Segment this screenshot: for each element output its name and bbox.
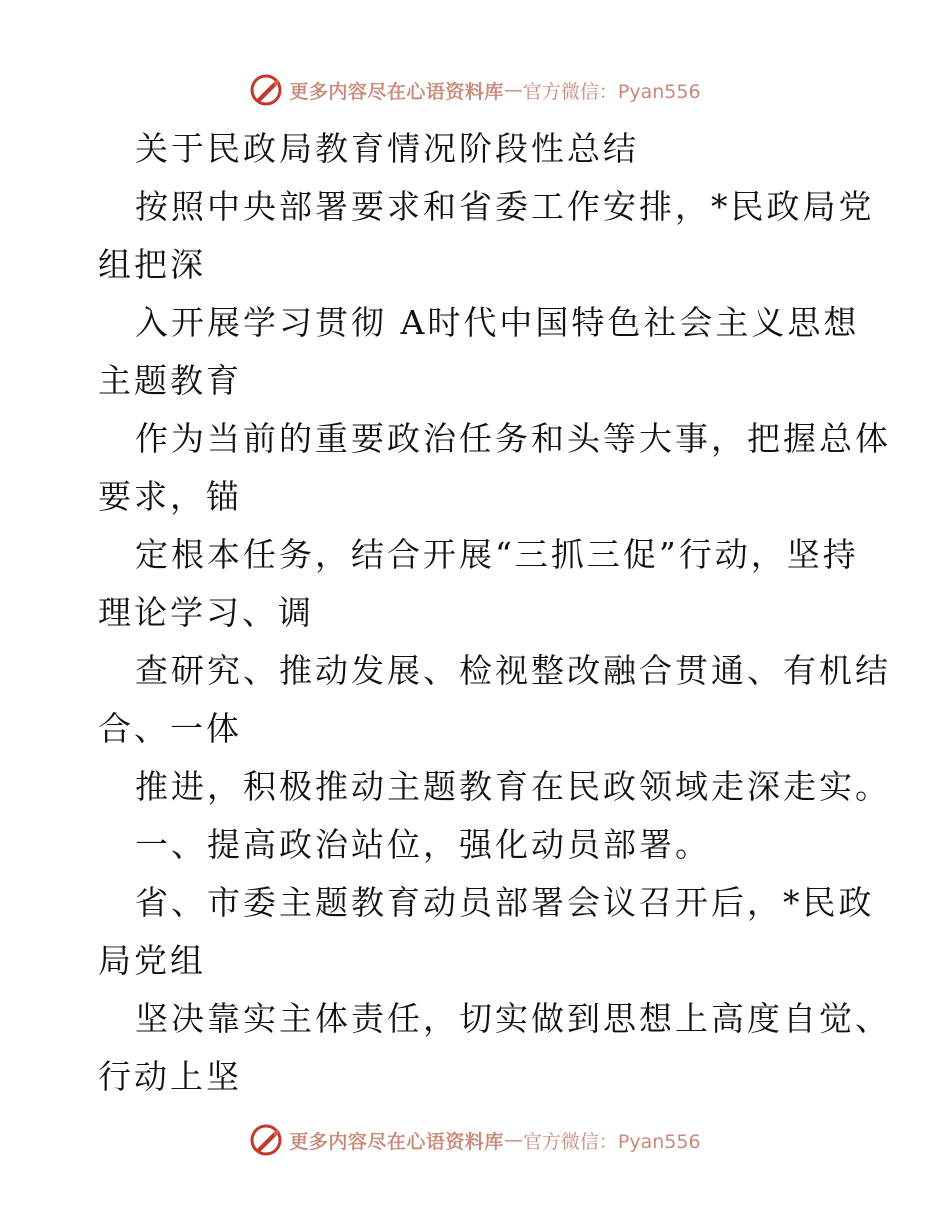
paragraph-line: 坚决靠实主体责任，切实做到思想上高度自觉、 [135,999,891,1038]
paragraph-line: 推进，积极推动主题教育在民政领域走深走实。 [135,767,891,806]
watermark-site-text: 更多内容尽在心语资料库 [289,1130,504,1153]
pen-logo-icon [249,1123,283,1157]
paragraph-line: 省、市委主题教育动员部署会议召开后，*民政 [135,883,875,922]
watermark-dash: — [503,1129,523,1151]
paragraph-line: 组把深 [98,245,206,284]
paragraph-line: 定根本任务，结合开展“三抓三促”行动，坚持 [135,535,859,574]
paragraph-line: 作为当前的重要政治任务和头等大事，把握总体 [135,419,891,458]
paragraph-line: 要求，锚 [98,477,242,516]
pen-logo-icon [249,73,283,107]
paragraph-line: 合、一体 [98,709,242,748]
paragraph-line: 理论学习、调 [98,593,314,632]
paragraph-line: 按照中央部署要求和省委工作安排，*民政局党 [135,187,875,226]
watermark-wechat-text: 官方微信：Pyan556 [522,80,701,103]
watermark-wechat-text: 官方微信：Pyan556 [522,1130,701,1153]
paragraph-line: 主题教育 [98,361,242,400]
document-title: 关于民政局教育情况阶段性总结 [135,129,639,168]
watermark-header [0,70,950,110]
watermark-dash: — [503,79,523,101]
paragraph-line: 入开展学习贯彻 A时代中国特色社会主义思想 [135,303,860,342]
watermark-footer [0,1120,950,1160]
watermark-site-text: 更多内容尽在心语资料库 [289,80,504,103]
document-body [98,120,891,1106]
paragraph-line: 行动上坚 [98,1057,242,1096]
paragraph-line: 局党组 [98,941,206,980]
paragraph-line: 查研究、推动发展、检视整改融合贯通、有机结 [135,651,891,690]
section-heading: 一、提高政治站位，强化动员部署。 [135,825,711,864]
